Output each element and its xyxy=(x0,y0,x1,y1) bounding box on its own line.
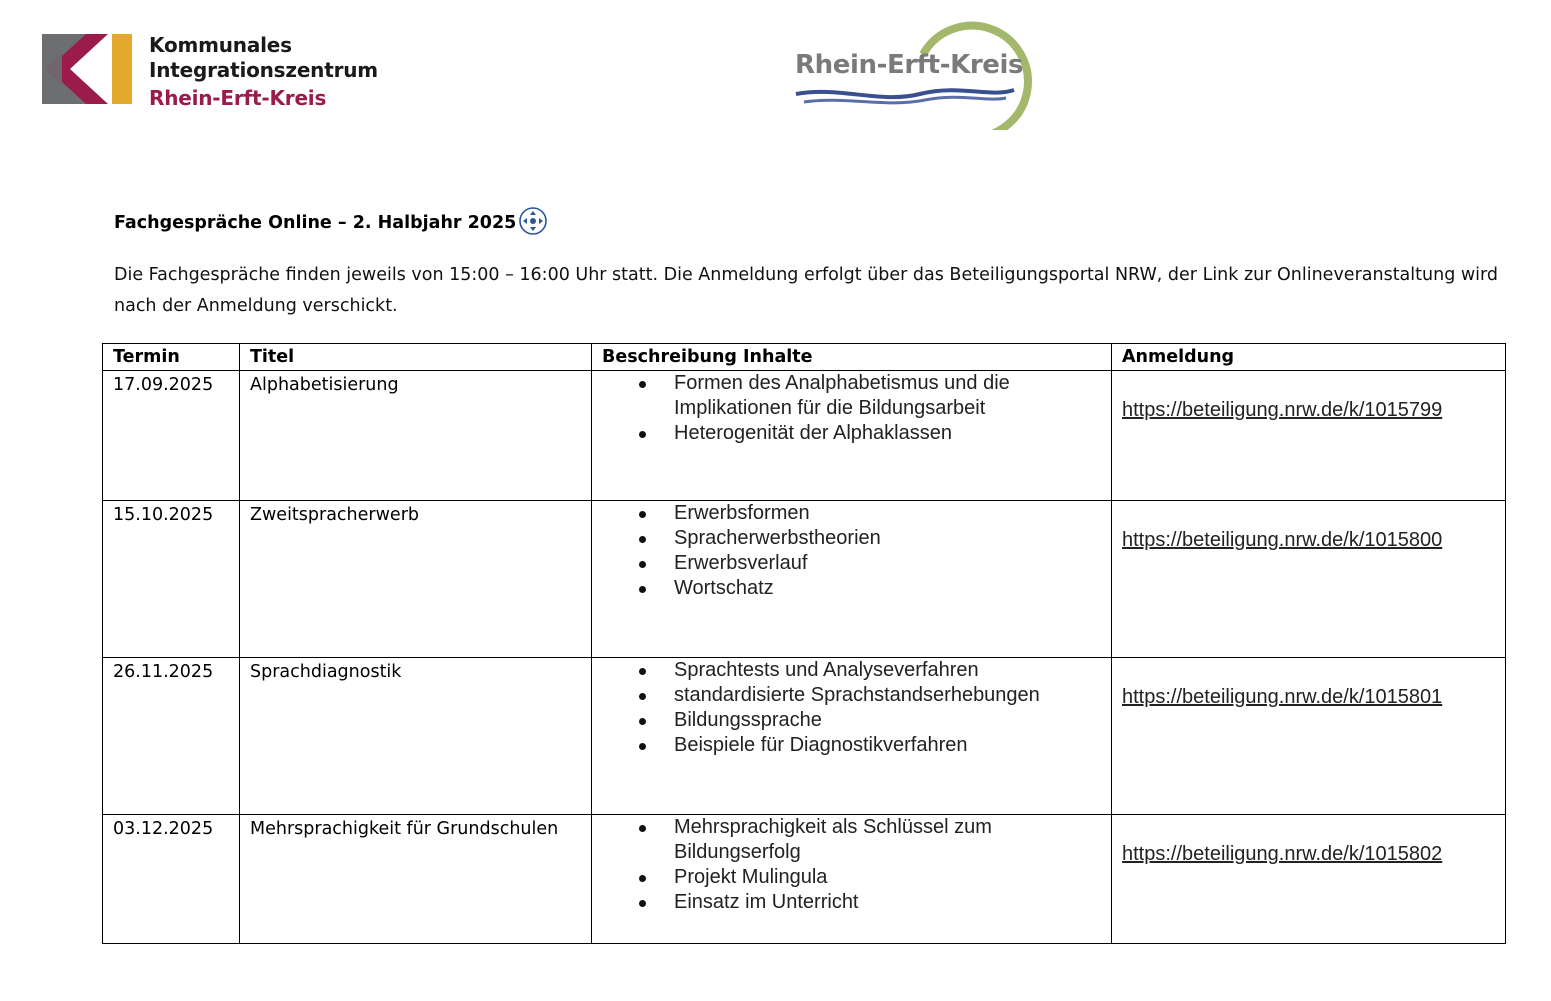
list-item: Bildungssprache xyxy=(602,708,1101,733)
list-item: Erwerbsverlauf xyxy=(602,551,1101,576)
list-item: standardisierte Sprachstandserhebungen xyxy=(602,683,1101,708)
registration-link[interactable]: https://beteiligung.nrw.de/k/1015799 xyxy=(1122,399,1443,421)
ki-logo-line2: Integrationszentrum xyxy=(149,58,378,82)
row-description xyxy=(592,658,1112,815)
row-title: Alphabetisierung xyxy=(240,371,592,501)
list-item: Heterogenität der Alphaklassen xyxy=(602,421,1101,446)
ki-logo xyxy=(42,34,382,110)
registration-link[interactable]: https://beteiligung.nrw.de/k/1015802 xyxy=(1122,843,1443,865)
rek-logo-text: Rhein-Erft-Kreis xyxy=(795,50,1024,80)
row-date: 17.09.2025 xyxy=(103,371,240,501)
row-registration xyxy=(1112,371,1506,501)
list-item: Formen des Analphabetismus und die Implikationen für die Bildungsarbeit xyxy=(602,371,1101,421)
list-item: Einsatz im Unterricht xyxy=(602,890,1101,915)
table-row xyxy=(103,501,1506,658)
row-registration xyxy=(1112,815,1506,944)
row-title: Sprachdiagnostik xyxy=(240,658,592,815)
row-title: Zweitspracherwerb xyxy=(240,501,592,658)
list-item: Erwerbsformen xyxy=(602,501,1101,526)
ki-logo-line1: Kommunales xyxy=(149,33,292,57)
row-description xyxy=(592,815,1112,944)
row-registration xyxy=(1112,658,1506,815)
events-table xyxy=(102,343,1506,944)
page-title: Fachgespräche Online – 2. Halbjahr 2025 xyxy=(114,213,517,233)
registration-link[interactable]: https://beteiligung.nrw.de/k/1015801 xyxy=(1122,686,1443,708)
row-date: 03.12.2025 xyxy=(103,815,240,944)
move-handle-icon[interactable] xyxy=(518,206,548,236)
list-item: Projekt Mulingula xyxy=(602,865,1101,890)
registration-link[interactable]: https://beteiligung.nrw.de/k/1015800 xyxy=(1122,529,1443,551)
row-title: Mehrsprachigkeit für Grundschulen xyxy=(240,815,592,944)
row-description xyxy=(592,371,1112,501)
row-registration xyxy=(1112,501,1506,658)
header-anmeldung: Anmeldung xyxy=(1112,344,1506,371)
row-date: 26.11.2025 xyxy=(103,658,240,815)
table-row xyxy=(103,371,1506,501)
rhein-erft-kreis-logo xyxy=(790,12,1052,130)
header-beschreibung: Beschreibung Inhalte xyxy=(592,344,1112,371)
table-header-row xyxy=(103,344,1506,371)
list-item: Wortschatz xyxy=(602,576,1101,601)
header-termin: Termin xyxy=(103,344,240,371)
intro-paragraph: Die Fachgespräche finden jeweils von 15:00 – 16:00 Uhr statt. Die Anmeldung erfolgt über das Beteiligungsportal NRW, der Link zur Onlineveranstaltung wird nach der Anmeldung verschickt. xyxy=(114,265,1499,316)
table-row xyxy=(103,658,1506,815)
list-item: Sprachtests und Analyseverfahren xyxy=(602,658,1101,683)
list-item: Beispiele für Diagnostikverfahren xyxy=(602,733,1101,758)
table-row xyxy=(103,815,1506,944)
ki-logo-mark xyxy=(42,34,134,108)
list-item: Spracherwerbstheorien xyxy=(602,526,1101,551)
row-description xyxy=(592,501,1112,658)
header-titel: Titel xyxy=(240,344,592,371)
row-date: 15.10.2025 xyxy=(103,501,240,658)
list-item: Mehrsprachigkeit als Schlüssel zum Bildungserfolg xyxy=(602,815,1101,865)
ki-logo-line3: Rhein-Erft-Kreis xyxy=(149,86,327,110)
